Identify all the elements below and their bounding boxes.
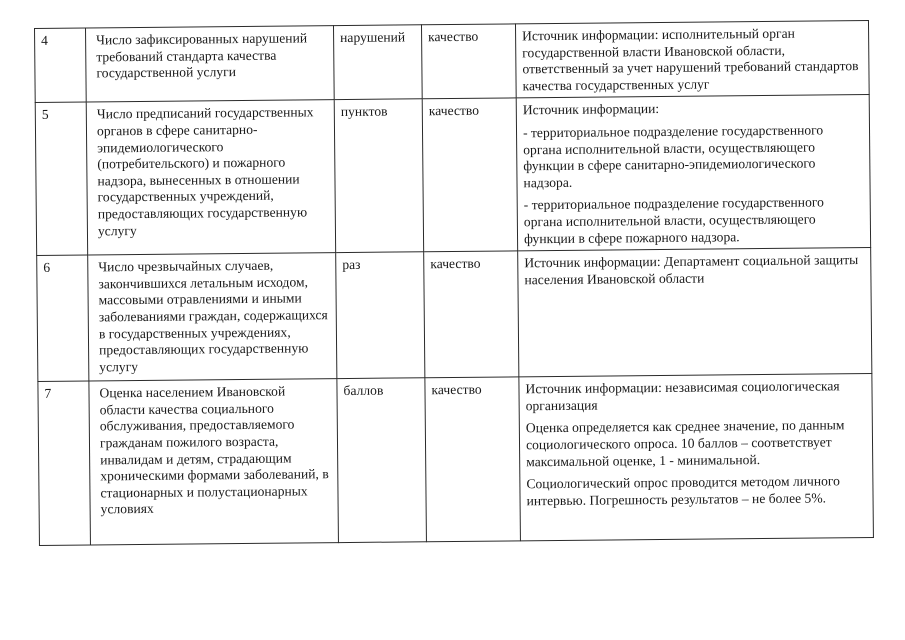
table-row [35, 95, 870, 256]
table-row [35, 20, 870, 102]
unit-cell: нарушений [333, 25, 422, 100]
indicator-name: Число предписаний государственных органов в сфере санитарно-эпидемиологического (потребительского) и пожарного надзора, вынесенных в отношении государственных учреждений, предоставляющих государственную услугу [86, 100, 335, 255]
indicator-name: Число чрезвычайных случаев, закончившихся летальным исходом, массовыми отравлениями и иными заболеваниями граждан, содержащихся в государственных учреждениях, предоставляющих государственную услугу [88, 253, 337, 381]
source-text: Источник информации: [522, 101, 660, 118]
source-cell [515, 20, 869, 98]
source-text: Источник информации: независимая социологическая организация [525, 378, 840, 414]
source-text: Источник информации: исполнительный орган государственной власти Ивановской области, ответственный за учет нарушений требований стандартов качества государственных услуг [522, 25, 859, 94]
indicators-table [34, 20, 874, 546]
indicator-name: Оценка населением Ивановской области качества социального обслуживания, предоставляемого гражданам пожилого возраста, инвалидам и детям, страдающим хроническими формами заболеваний, в стационарных и полустационарных условиях [89, 379, 339, 545]
indicator-type: качество [424, 251, 519, 378]
source-cell [516, 95, 870, 251]
indicator-type: качество [421, 24, 516, 99]
source-text: Оценка определяется как среднее значение, по данным социологического опроса. 10 баллов – соответствует максимальной оценке, 1 - минимальной. [525, 417, 845, 469]
source-text: - территориальное подразделение государственного органа исполнительной власти, осуществляющего функции в сфере пожарного надзора. [523, 194, 824, 246]
source-cell [519, 374, 874, 541]
source-text: Источник информации: Департамент социальной защиты населения Ивановской области [524, 252, 859, 288]
indicator-name: Число зафиксированных нарушений требований стандарта качества государственной услуги [86, 26, 335, 103]
row-number: 4 [35, 28, 87, 103]
row-number: 5 [35, 102, 87, 255]
row-number: 7 [38, 381, 91, 545]
source-cell [518, 248, 872, 377]
table-row [37, 248, 872, 382]
unit-cell: раз [336, 252, 425, 379]
source-text: - территориальное подразделение государственного органа исполнительной власти, осуществляющего функции в сфере санитарно-эпидемиологического надзора. [522, 122, 824, 191]
unit-cell: пунктов [334, 99, 423, 253]
table-row [38, 374, 874, 546]
unit-cell: баллов [337, 378, 427, 543]
indicator-type: качество [425, 377, 521, 542]
row-number: 6 [37, 255, 89, 381]
source-text: Социологический опрос проводится методом личного интервью. Погрешность результатов – не более 5%. [526, 473, 841, 508]
indicator-type: качество [422, 98, 517, 252]
